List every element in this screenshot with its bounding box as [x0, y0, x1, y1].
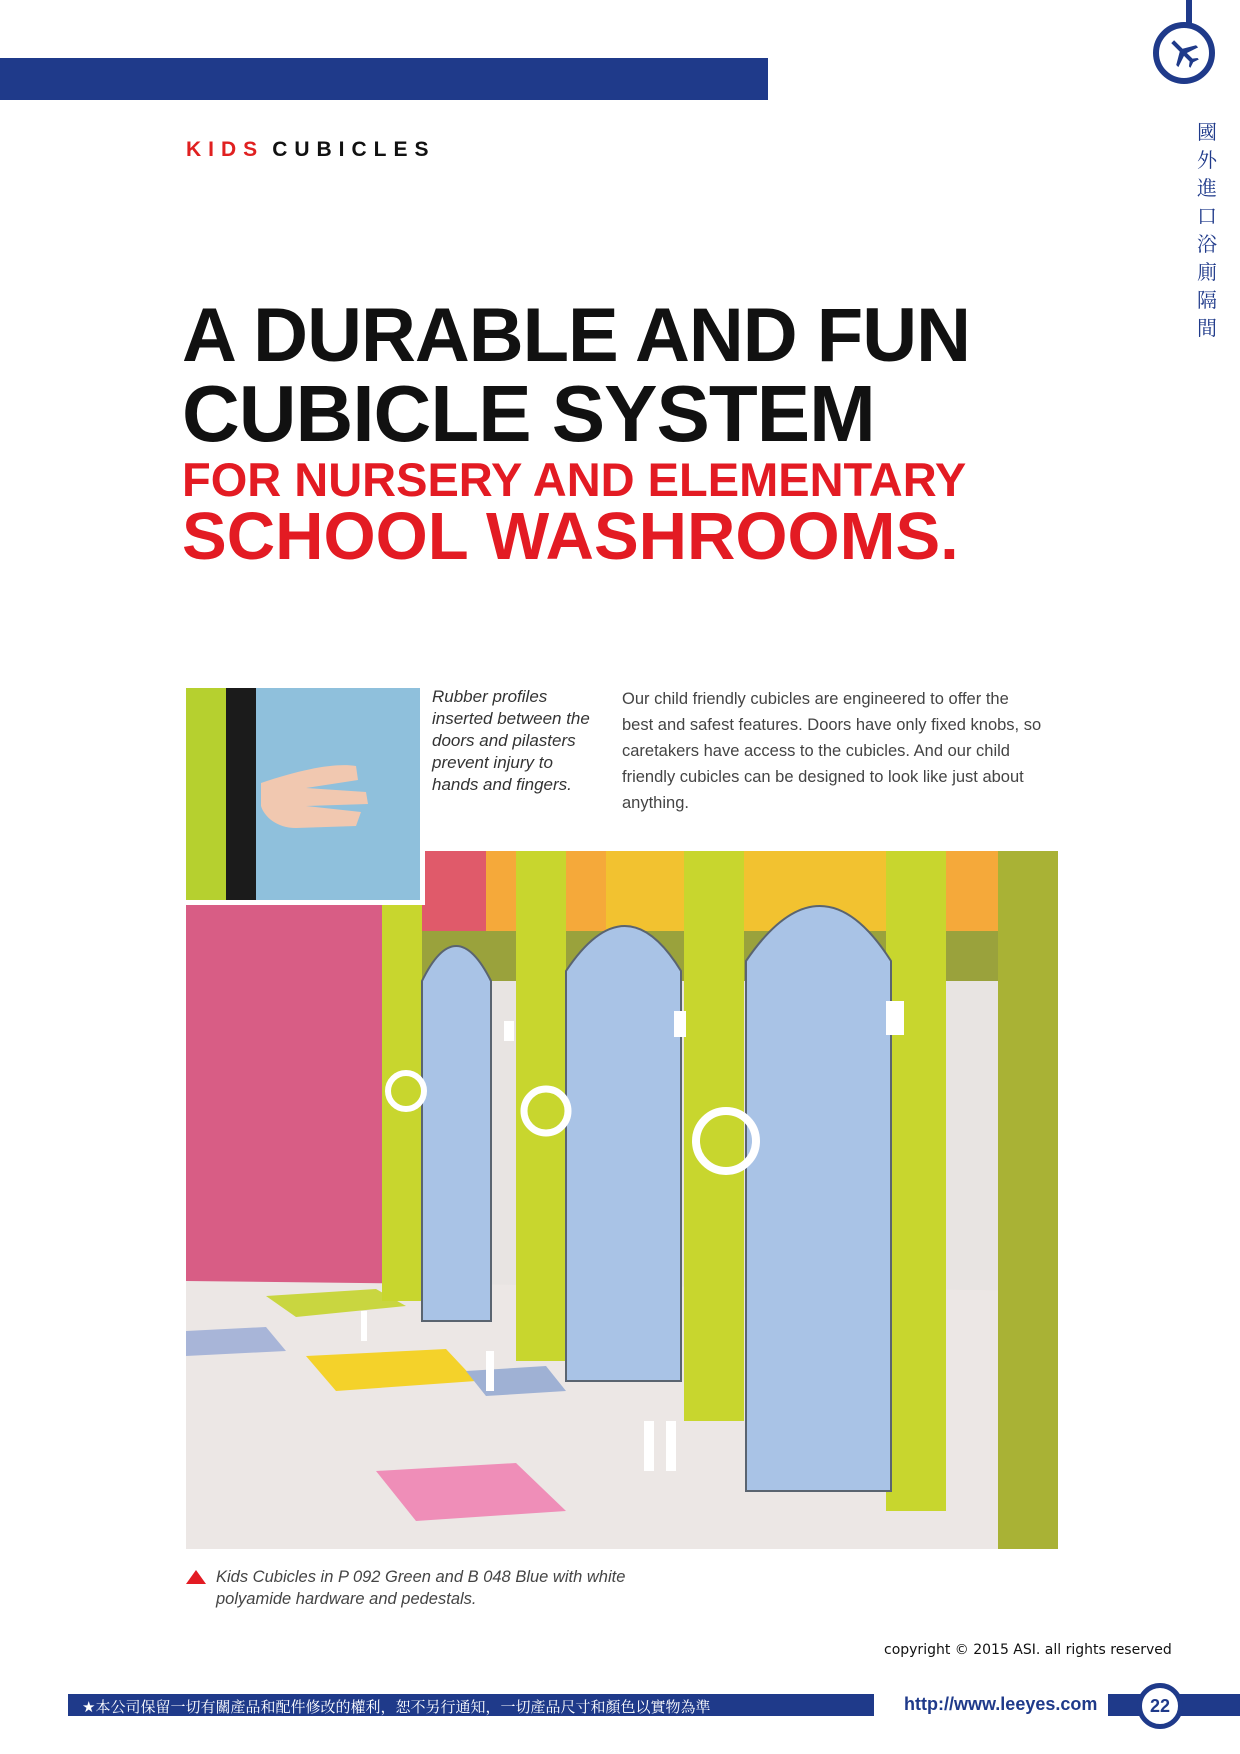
airplane-icon	[1153, 22, 1215, 84]
website-link[interactable]: http://www.leeyes.com	[904, 1694, 1098, 1714]
side-vertical-text	[1190, 118, 1224, 342]
triangle-icon	[186, 1570, 206, 1584]
side-char: 國	[1197, 120, 1217, 144]
side-char: 口	[1197, 204, 1217, 228]
photo-caption: Kids Cubicles in P 092 Green and B 048 Blue with white polyamide hardware and pedestals.	[216, 1568, 626, 1608]
section-label-cubicles: CUBICLES	[272, 138, 436, 161]
headline-line-2: CUBICLE SYSTEM	[182, 369, 875, 458]
side-char: 隔	[1197, 288, 1217, 312]
section-label	[186, 138, 436, 162]
headline	[182, 293, 1022, 574]
headline-line-4: SCHOOL WASHROOMS.	[182, 499, 959, 574]
side-char: 廁	[1197, 260, 1217, 284]
side-char: 浴	[1197, 232, 1217, 256]
page-number: 22	[1137, 1683, 1183, 1729]
section-label-kids: KIDS	[186, 138, 265, 161]
headline-line-1: A DURABLE AND FUN	[182, 293, 970, 378]
footer-notice: ★本公司保留一切有關產品和配件修改的權利，恕不另行通知，一切產品尺寸和顏色以實物為準	[82, 1698, 711, 1716]
inset-caption: Rubber profiles inserted between the doors and pilasters prevent injury to hands and fingers.	[432, 687, 590, 794]
copyright-text: copyright © 2015 ASI. all rights reserved	[884, 1642, 1172, 1658]
cubicles-photo	[186, 851, 1058, 1549]
inset-photo	[186, 688, 425, 905]
body-text: Our child friendly cubicles are engineered to offer the best and safest features. Doors have only fixed knobs, so caretakers have access to the cubicles. And our child friendly cubicles can be designed to look like just about anything.	[622, 690, 1042, 812]
side-char: 間	[1197, 316, 1217, 340]
headline-line-3: FOR NURSERY AND ELEMENTARY	[182, 453, 967, 506]
header-bar	[0, 58, 768, 100]
side-char: 進	[1197, 176, 1217, 200]
side-char: 外	[1197, 148, 1217, 172]
